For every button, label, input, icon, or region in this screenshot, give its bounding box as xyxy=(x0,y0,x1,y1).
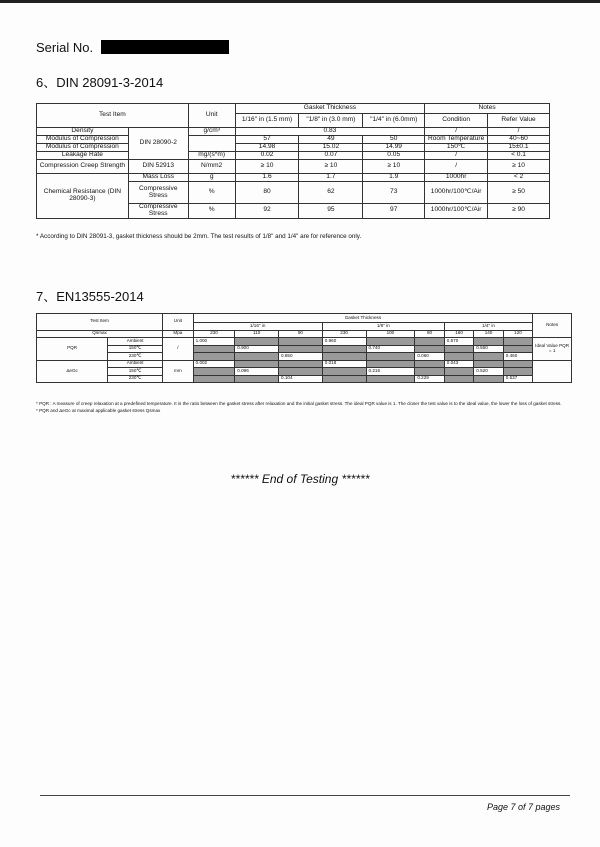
hdr-gasket-thickness: Gasket Thickness xyxy=(235,104,425,114)
ideal-value-note: Ideal Value PQR = 1 xyxy=(533,338,572,361)
unit: N/mm2 xyxy=(188,160,235,174)
value: 80 xyxy=(235,182,299,204)
row-label: Modulus of Compression xyxy=(37,136,129,144)
hdr-gasket-thickness: Gasket Thickness xyxy=(193,314,533,323)
section-7-title: 7、EN13555-2014 xyxy=(36,289,144,304)
value: 0.960 xyxy=(322,338,366,346)
pqr-footnote: * PQR : A measure of creep relaxation at a predefined temperature. It is the ratio between the gasket stress after relaxation and the initial gasket stress. The ideal PQR value is 1. The closer the test value is to the ideal value, the lower the loss of gasket stress. xyxy=(36,401,562,406)
hdr-condition: Condition xyxy=(425,114,488,128)
value: ≥ 10 xyxy=(235,160,299,174)
value: 0.002 xyxy=(193,360,235,368)
hdr-notes: Notes xyxy=(425,104,550,114)
shaded-cell xyxy=(474,375,503,383)
condition: / xyxy=(425,128,488,136)
unit: % xyxy=(188,204,235,219)
pqr-unit: / xyxy=(163,338,194,361)
temperature: 230℃ xyxy=(108,375,163,383)
row-label: Compression Creep Strength xyxy=(37,160,129,174)
din-results-table xyxy=(36,103,550,219)
unit: mg/(s*m) xyxy=(188,152,235,160)
value: 92 xyxy=(235,204,299,219)
refer-value: < 0.1 xyxy=(488,152,550,160)
value: 0.060 xyxy=(415,353,444,361)
shaded-cell xyxy=(474,360,503,368)
value: 1.9 xyxy=(363,174,425,182)
hdr-test-item: Test Item xyxy=(37,314,163,331)
value: ≥ 10 xyxy=(299,160,363,174)
value: 0.104 xyxy=(279,375,323,383)
condition: / xyxy=(425,160,488,174)
hdr-thickness-2: "1/8" in (3.0 mm) xyxy=(299,114,363,128)
shaded-cell xyxy=(415,368,444,376)
shaded-cell xyxy=(322,375,366,383)
footer-rule xyxy=(40,795,570,796)
value: 73 xyxy=(363,182,425,204)
value: 14.98 xyxy=(235,144,299,152)
row-label: Leakage Rate xyxy=(37,152,129,160)
qsmax-col: 80 xyxy=(415,330,444,338)
qsmax-col: 140 xyxy=(474,330,503,338)
unit xyxy=(188,136,235,152)
serial-label: Serial No. xyxy=(36,40,94,55)
qsmax-col: 160 xyxy=(444,330,473,338)
din-footnote: * According to DIN 28091-3, gasket thickness should be 2mm. The test results of 1/8" and 1/4" are for reference only. xyxy=(36,233,362,240)
qsmax-col: 120 xyxy=(503,330,532,338)
condition: 1000hr/100℃/Air xyxy=(425,182,488,204)
standard: DIN 28090-2 xyxy=(128,128,188,160)
hdr-unit: Unit xyxy=(188,104,235,128)
value: 0.07 xyxy=(299,152,363,160)
en13555-results-table xyxy=(36,313,572,383)
top-border xyxy=(0,0,600,3)
shaded-cell xyxy=(415,360,444,368)
row-label: Modulus of Compression xyxy=(37,144,129,152)
shaded-cell xyxy=(503,338,532,346)
row-label: Density xyxy=(37,128,129,136)
value: 0.043 xyxy=(444,360,473,368)
value: 0.900 xyxy=(235,345,279,353)
shaded-cell xyxy=(503,360,532,368)
shaded-cell xyxy=(474,353,503,361)
shaded-cell xyxy=(279,338,323,346)
condition: 1000hr xyxy=(425,174,488,182)
value: ≥ 10 xyxy=(363,160,425,174)
hdr-test-item: Test Item xyxy=(37,104,189,128)
value: 0.83 xyxy=(235,128,425,136)
shaded-cell xyxy=(235,375,279,383)
page-number: Page 7 of 7 pages xyxy=(486,802,560,812)
hdr-refer-value: Refer Value xyxy=(488,114,550,128)
shaded-cell xyxy=(366,353,415,361)
qsmax-label: Qsmax xyxy=(37,330,163,338)
value: 1.7 xyxy=(299,174,363,182)
hdr-thickness-3: "1/4" in (6.0mm) xyxy=(363,114,425,128)
shaded-cell xyxy=(193,375,235,383)
refer-value: ≥ 10 xyxy=(488,160,550,174)
standard: DIN 52913 xyxy=(128,160,188,174)
value: 0.740 xyxy=(366,345,415,353)
temperature: 150℃ xyxy=(108,368,163,376)
temperature: Ambient xyxy=(108,338,163,346)
dsc-label: ΔeGc xyxy=(37,360,108,383)
shaded-cell xyxy=(415,338,444,346)
value: 0.018 xyxy=(322,360,366,368)
shaded-cell xyxy=(322,353,366,361)
hdr-thickness-3: 1/4" in xyxy=(444,323,532,331)
value: 0.216 xyxy=(366,368,415,376)
temperature: 150℃ xyxy=(108,345,163,353)
serial-number xyxy=(36,40,229,55)
shaded-cell xyxy=(415,345,444,353)
shaded-cell xyxy=(366,338,415,346)
qsmax-col: 230 xyxy=(193,330,235,338)
qsmax-col: 90 xyxy=(279,330,323,338)
refer-value: / xyxy=(488,128,550,136)
shaded-cell xyxy=(193,353,235,361)
hdr-thickness-2: 1/8" in xyxy=(322,323,444,331)
value: 50 xyxy=(363,136,425,144)
condition: 1000hr/100℃/Air xyxy=(425,204,488,219)
value: 0.460 xyxy=(503,353,532,361)
en13555-footnotes xyxy=(36,400,576,414)
unit: % xyxy=(188,182,235,204)
refer-value: ≥ 90 xyxy=(488,204,550,219)
shaded-cell xyxy=(322,345,366,353)
qsmax-unit: Mpa xyxy=(163,330,194,338)
value: 49 xyxy=(299,136,363,144)
unit: g xyxy=(188,174,235,182)
refer-value: < 2 xyxy=(488,174,550,182)
shaded-cell xyxy=(366,375,415,383)
value: 57 xyxy=(235,136,299,144)
value: 0.096 xyxy=(235,368,279,376)
value: 62 xyxy=(299,182,363,204)
value: 1.6 xyxy=(235,174,299,182)
refer-value: 40~60 xyxy=(488,136,550,144)
sub-item: Compressive Stress xyxy=(128,182,188,204)
value: 0.570 xyxy=(444,338,473,346)
dsc-unit: mm xyxy=(163,360,194,383)
shaded-cell xyxy=(193,345,235,353)
shaded-cell xyxy=(235,338,279,346)
condition: Room Temperature xyxy=(425,136,488,144)
value: 0.520 xyxy=(474,368,503,376)
shaded-cell xyxy=(279,360,323,368)
shaded-cell xyxy=(474,338,503,346)
hdr-thickness-1: 1/16" in (1.5 mm) xyxy=(235,114,299,128)
value: 15.02 xyxy=(299,144,363,152)
qsmax-col: 230 xyxy=(322,330,366,338)
condition: / xyxy=(425,152,488,160)
value: 1.000 xyxy=(193,338,235,346)
value: 0.537 xyxy=(503,375,532,383)
hdr-notes: Notes xyxy=(533,314,572,338)
notes-empty xyxy=(533,360,572,383)
shaded-cell xyxy=(444,375,473,383)
temperature: 230℃ xyxy=(108,353,163,361)
value: 0.560 xyxy=(474,345,503,353)
shaded-cell xyxy=(235,360,279,368)
shaded-cell xyxy=(322,368,366,376)
refer-value: ≥ 50 xyxy=(488,182,550,204)
sub-item: Compressive Stress xyxy=(128,204,188,219)
sub-item: Mass Loss xyxy=(128,174,188,182)
qsmax-col: 110 xyxy=(235,330,279,338)
shaded-cell xyxy=(503,368,532,376)
shaded-cell xyxy=(193,368,235,376)
unit: g/cm³ xyxy=(188,128,235,136)
value: 0.02 xyxy=(235,152,299,160)
shaded-cell xyxy=(279,345,323,353)
value: 14.99 xyxy=(363,144,425,152)
value: 0.05 xyxy=(363,152,425,160)
redaction-bar xyxy=(101,40,229,54)
end-of-testing: ****** End of Testing ****** xyxy=(230,472,370,486)
value: 0.229 xyxy=(415,375,444,383)
section-6-title: 6、DIN 28091-3-2014 xyxy=(36,75,164,90)
shaded-cell xyxy=(444,353,473,361)
shaded-cell xyxy=(235,353,279,361)
shaded-cell xyxy=(503,345,532,353)
value: 95 xyxy=(299,204,363,219)
value: 97 xyxy=(363,204,425,219)
hdr-thickness-1: 1/16" in xyxy=(193,323,322,331)
qsmax-footnote: * PQR and ΔeGc at maximal applicable gasket stress Qsmax xyxy=(36,408,161,414)
row-label: Chemical Resistance (DIN 28090-3) xyxy=(37,174,129,219)
hdr-unit: Unit xyxy=(163,314,194,331)
shaded-cell xyxy=(279,368,323,376)
qsmax-col: 100 xyxy=(366,330,415,338)
refer-value: 15±0.1 xyxy=(488,144,550,152)
value: 0.850 xyxy=(279,353,323,361)
temperature: Ambient xyxy=(108,360,163,368)
shaded-cell xyxy=(366,360,415,368)
condition: 150℃ xyxy=(425,144,488,152)
shaded-cell xyxy=(444,368,473,376)
shaded-cell xyxy=(444,345,473,353)
pqr-label: PQR xyxy=(37,338,108,361)
